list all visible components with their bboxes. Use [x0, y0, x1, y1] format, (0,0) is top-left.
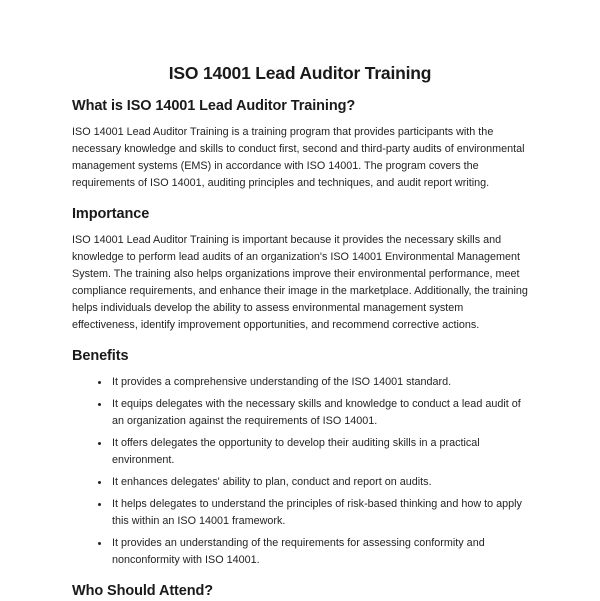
document-title: ISO 14001 Lead Auditor Training — [168, 63, 432, 83]
list-item: • It helps delegates to understand the principles of risk-based thinking and how to apply this within an ISO 14001 framework. — [110, 496, 528, 530]
section-heading-benefits: Benefits — [72, 348, 129, 364]
section-importance — [72, 205, 528, 334]
list-item: • It enhances delegates' ability to plan, conduct and report on audits. — [110, 474, 528, 491]
section-what-is — [72, 97, 528, 192]
list-item: • It provides an understanding of the requirements for assessing conformity and nonconformity with ISO 14001. — [110, 535, 528, 569]
section-heading-importance: Importance — [72, 206, 150, 222]
section-benefits — [72, 347, 528, 569]
section-paragraph-importance: ISO 14001 Lead Auditor Training is important because it provides the necessary skills and knowledge to perform lead audits of an organization's ISO 14001 Environmental Management System. The training also helps organizations improve their environmental performance, meet compliance requirements, and enhance their image in the marketplace. Additionally, the training helps individuals develop the ability to assess environmental management system effectiveness, identify improvement opportunities, and recommend corrective actions. — [72, 234, 528, 331]
section-heading-who-should-attend: Who Should Attend? — [72, 583, 214, 599]
list-item: • It equips delegates with the necessary skills and knowledge to conduct a lead audit of an organization against the requirements of ISO 14001. — [110, 396, 528, 430]
section-heading-what-is: What is ISO 14001 Lead Auditor Training? — [72, 98, 356, 114]
list-item: • It provides a comprehensive understanding of the ISO 14001 standard. — [110, 374, 528, 391]
section-who-should-attend — [72, 582, 528, 601]
section-paragraph-what-is: ISO 14001 Lead Auditor Training is a training program that provides participants with the necessary knowledge and skills to conduct first, second and third-party audits of environmental management systems (EMS) in accordance with ISO 14001. The program covers the requirements of ISO 14001, auditing principles and techniques, and audit report writing. — [72, 126, 525, 189]
list-item: • It offers delegates the opportunity to develop their auditing skills in a practical environment. — [110, 435, 528, 469]
benefits-list — [72, 374, 528, 569]
